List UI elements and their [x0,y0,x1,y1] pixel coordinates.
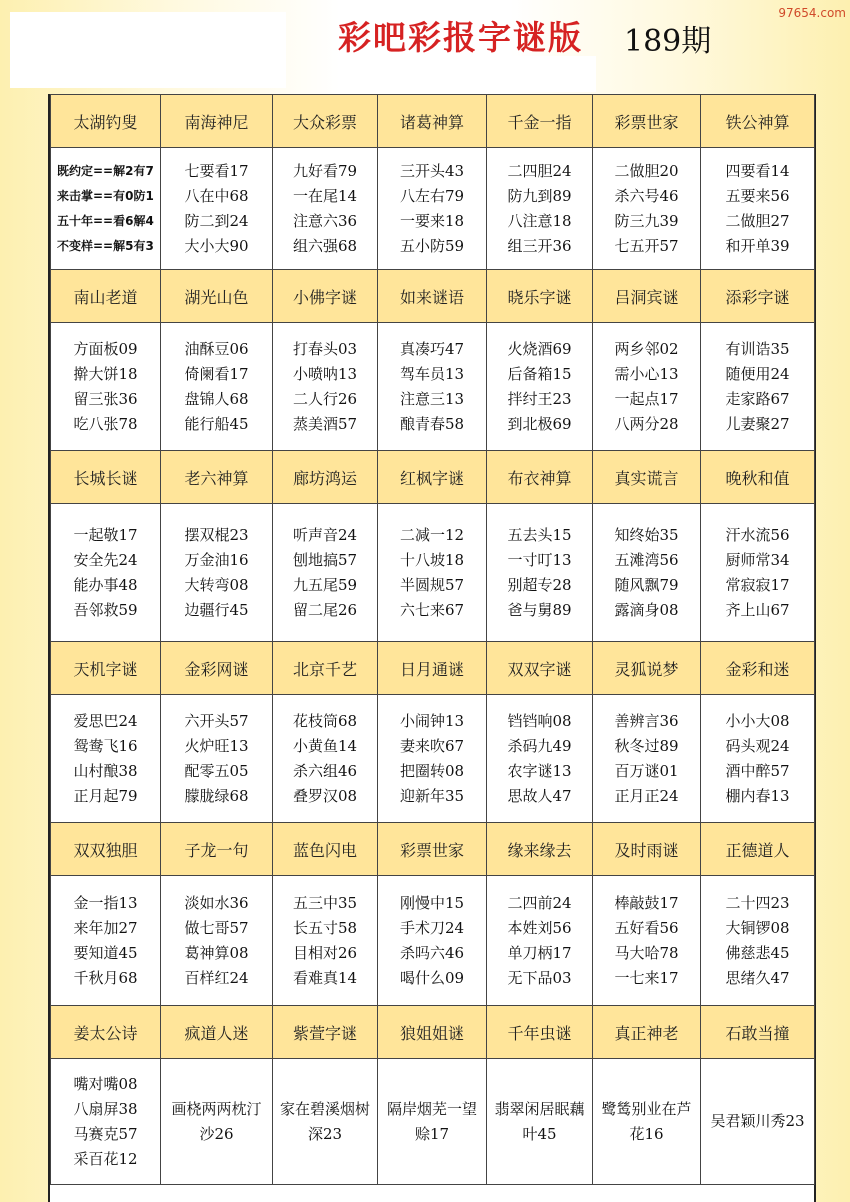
prediction-cell [161,876,273,1006]
prediction-line: 秋冬过89 [614,736,679,755]
prediction-line: 组三开36 [507,236,572,255]
prediction-line: 妻来吹67 [399,736,465,755]
section-header-row [51,270,815,323]
prediction-line: 淡如水36 [184,893,249,912]
prediction-cell [593,504,701,642]
prediction-line: 倚阑看17 [184,364,249,383]
prediction-line: 本姓刘56 [507,918,572,937]
prediction-line: 五小防59 [399,236,465,255]
prediction-line: 来年加27 [73,918,138,937]
prediction-line: 花枝筒68 [292,711,358,730]
prediction-line: 做七哥57 [184,918,249,937]
prediction-cell [487,323,593,451]
column-header: 金彩和迷 [701,642,815,695]
prediction-line: 能行船45 [184,414,249,433]
page-title: 彩吧彩报字谜版 [338,18,583,57]
prediction-line: 正月正24 [614,786,679,805]
column-header: 缘来缘去 [487,823,593,876]
prediction-line: 不变样==解5有3 [57,238,154,253]
prediction-line: 二减一12 [399,525,465,544]
prediction-cell [51,504,161,642]
prediction-line: 打春头03 [292,339,358,358]
prediction-line: 杀码九49 [507,736,572,755]
prediction-line: 酿青春58 [399,414,465,433]
prediction-cell [593,148,701,270]
prediction-cell [51,876,161,1006]
prediction-cell [161,323,273,451]
prediction-line: 八两分28 [614,414,679,433]
prediction-line: 无下品03 [507,968,572,987]
prediction-line: 一要来18 [399,211,465,230]
column-header: 晚秋和值 [701,451,815,504]
prediction-line: 儿妻聚27 [725,414,790,433]
prediction-line: 八左右79 [399,186,465,205]
prediction-cell [273,504,378,642]
prediction-line: 小喷呐13 [292,364,358,383]
section-body-row [51,695,815,823]
prediction-line: 厨师常34 [725,550,790,569]
prediction-line: 码头观24 [725,736,790,755]
prediction-line: 八扇屏38 [73,1099,138,1118]
prediction-line: 正月起79 [73,786,138,805]
prediction-cell [273,695,378,823]
column-header: 北京千艺 [273,642,378,695]
prediction-line: 二四前24 [507,893,572,912]
prediction-line: 和开单39 [725,236,790,255]
prediction-cell [273,1059,378,1185]
prediction-line: 边疆行45 [184,600,249,619]
prediction-line: 棒敲鼓17 [614,893,679,912]
prediction-line: 要知道45 [73,943,138,962]
prediction-line: 山村酿38 [73,761,138,780]
column-header: 铁公神算 [701,95,815,148]
prediction-line: 七要看17 [184,161,249,180]
riddle-table [50,94,815,1185]
column-header: 如来谜语 [378,270,487,323]
prediction-line: 翡翠闲居眠藕叶45 [494,1099,585,1143]
column-header: 真正神老 [593,1006,701,1059]
prediction-cell [487,695,593,823]
column-header: 金彩网谜 [161,642,273,695]
column-header: 彩票世家 [378,823,487,876]
prediction-line: 大转弯08 [184,575,249,594]
prediction-line: 棚内春13 [725,786,790,805]
prediction-line: 一七来17 [614,968,679,987]
prediction-line: 二做胆20 [614,161,679,180]
column-header: 紫萱字谜 [273,1006,378,1059]
column-header: 千金一指 [487,95,593,148]
prediction-cell [378,1059,487,1185]
section-body-row [51,504,815,642]
prediction-line: 善辨言36 [614,711,679,730]
prediction-line: 小小大08 [725,711,790,730]
prediction-cell [701,504,815,642]
column-header: 小佛字谜 [273,270,378,323]
prediction-line: 吾邻救59 [73,600,138,619]
prediction-line: 蒸美酒57 [292,414,358,433]
prediction-cell [378,504,487,642]
prediction-line: 九好看79 [292,161,358,180]
prediction-cell [273,148,378,270]
prediction-line: 五十年==看6解4 [57,213,154,228]
prediction-line: 长五寸58 [292,918,358,937]
prediction-cell [487,1059,593,1185]
prediction-line: 朦胧绿68 [184,786,249,805]
issue-number: 189期 [624,24,712,59]
prediction-line: 走家路67 [725,389,790,408]
prediction-line: 百样红24 [184,968,249,987]
section-header-row [51,451,815,504]
prediction-line: 金一指13 [73,893,138,912]
column-header: 吕洞宾谜 [593,270,701,323]
riddle-sheet [48,94,816,1202]
prediction-line: 单刀柄17 [507,943,572,962]
prediction-line: 注意三13 [399,389,465,408]
prediction-line: 五滩湾56 [614,550,679,569]
prediction-line: 知终始35 [614,525,679,544]
prediction-cell [593,876,701,1006]
prediction-line: 爸与舅89 [507,600,572,619]
column-header: 双双独胆 [51,823,161,876]
prediction-line: 二四胆24 [507,161,572,180]
section-header-row [51,642,815,695]
prediction-line: 小闹钟13 [399,711,465,730]
prediction-line: 火烧酒69 [507,339,572,358]
prediction-line: 叠罗汉08 [292,786,358,805]
prediction-line: 盘锦人68 [184,389,249,408]
section-header-row [51,95,815,148]
prediction-line: 汗水流56 [725,525,790,544]
prediction-cell [161,504,273,642]
column-header: 石敢当撞 [701,1006,815,1059]
prediction-line: 防三九39 [614,211,679,230]
blank-banner-left [10,12,286,88]
prediction-line: 酒中醉57 [725,761,790,780]
prediction-line: 擀大饼18 [73,364,138,383]
column-header: 南海神尼 [161,95,273,148]
column-header: 太湖钓叟 [51,95,161,148]
prediction-line: 千秋月68 [73,968,138,987]
prediction-line: 鸳鸯飞16 [73,736,138,755]
prediction-line: 把圈转08 [399,761,465,780]
prediction-cell [593,323,701,451]
prediction-line: 别超专28 [507,575,572,594]
column-header: 彩票世家 [593,95,701,148]
prediction-line: 九五尾59 [292,575,358,594]
prediction-cell [161,1059,273,1185]
column-header: 双双字谜 [487,642,593,695]
prediction-line: 二做胆27 [725,211,790,230]
prediction-cell [701,876,815,1006]
section-body-row [51,323,815,451]
prediction-line: 马大哈78 [614,943,679,962]
prediction-line: 迎新年35 [399,786,465,805]
blank-banner-center [352,56,596,92]
prediction-line: 杀吗六46 [399,943,465,962]
column-header: 正德道人 [701,823,815,876]
prediction-line: 有训诰35 [725,339,790,358]
prediction-line: 思故人47 [507,786,572,805]
prediction-line: 采百花12 [73,1149,138,1168]
prediction-cell [487,148,593,270]
prediction-line: 杀六组46 [292,761,358,780]
prediction-line: 手术刀24 [399,918,465,937]
section-body-row [51,148,815,270]
prediction-cell [487,876,593,1006]
prediction-line: 看难真14 [292,968,358,987]
prediction-line: 刨地搞57 [292,550,358,569]
prediction-cell [273,876,378,1006]
prediction-line: 马赛克57 [73,1124,138,1143]
column-header: 姜太公诗 [51,1006,161,1059]
column-header: 晓乐字谜 [487,270,593,323]
prediction-cell [378,695,487,823]
section-header-row [51,1006,815,1059]
prediction-line: 一寸叮13 [507,550,572,569]
column-header: 天机字谜 [51,642,161,695]
column-header: 日月通谜 [378,642,487,695]
column-header: 蓝色闪电 [273,823,378,876]
column-header: 灵狐说梦 [593,642,701,695]
prediction-line: 大小大90 [184,236,249,255]
prediction-cell [51,1059,161,1185]
prediction-line: 听声音24 [292,525,358,544]
prediction-line: 常寂寂17 [725,575,790,594]
prediction-line: 后备箱15 [507,364,572,383]
prediction-line: 六七来67 [399,600,465,619]
prediction-line: 油酥豆06 [184,339,249,358]
prediction-line: 能办事48 [73,575,138,594]
column-header: 真实谎言 [593,451,701,504]
section-body-row [51,1059,815,1185]
prediction-line: 配零五05 [184,761,249,780]
prediction-line: 火炉旺13 [184,736,249,755]
prediction-line: 七五开57 [614,236,679,255]
prediction-line: 到北极69 [507,414,572,433]
prediction-line: 驾车员13 [399,364,465,383]
prediction-cell [378,323,487,451]
prediction-line: 刚慢中15 [399,893,465,912]
prediction-line: 随便用24 [725,364,790,383]
prediction-line: 五要来56 [725,186,790,205]
section-header-row [51,823,815,876]
prediction-cell [593,695,701,823]
column-header: 千年虫谜 [487,1006,593,1059]
prediction-line: 葛神算08 [184,943,249,962]
prediction-line: 半圆规57 [399,575,465,594]
prediction-line: 防二到24 [184,211,249,230]
prediction-line: 注意六36 [292,211,358,230]
prediction-line: 十八坡18 [399,550,465,569]
prediction-line: 安全先24 [73,550,138,569]
prediction-cell [487,504,593,642]
prediction-line: 八在中68 [184,186,249,205]
prediction-line: 家在碧溪烟树深23 [279,1099,370,1143]
prediction-line: 吃八张78 [73,414,138,433]
prediction-line: 三开头43 [399,161,465,180]
prediction-cell [378,148,487,270]
prediction-line: 来击掌==有0防1 [57,188,154,203]
column-header: 长城长谜 [51,451,161,504]
prediction-line: 吴君颖川秀23 [710,1112,805,1130]
prediction-line: 思绪久47 [725,968,790,987]
prediction-line: 隔岸烟芜一望赊17 [386,1099,477,1143]
prediction-line: 目相对26 [292,943,358,962]
prediction-line: 佛慈悲45 [725,943,790,962]
prediction-line: 一起点17 [614,389,679,408]
prediction-cell [161,148,273,270]
prediction-line: 二十四23 [725,893,790,912]
prediction-line: 两乡邻02 [614,339,679,358]
prediction-line: 杀六号46 [614,186,679,205]
prediction-line: 五去头15 [507,525,572,544]
prediction-line: 随风飘79 [614,575,679,594]
prediction-cell [51,695,161,823]
prediction-line: 拌纣王23 [507,389,572,408]
prediction-cell [378,876,487,1006]
column-header: 廊坊鸿运 [273,451,378,504]
prediction-line: 六开头57 [184,711,249,730]
prediction-cell [161,695,273,823]
column-header: 添彩字谜 [701,270,815,323]
prediction-line: 大铜锣08 [725,918,790,937]
prediction-cell [51,323,161,451]
prediction-line: 摆双棍23 [184,525,249,544]
prediction-cell [701,323,815,451]
prediction-line: 喝什么09 [399,968,465,987]
prediction-cell [701,695,815,823]
prediction-line: 方面板09 [73,339,138,358]
prediction-line: 百万谜01 [614,761,679,780]
prediction-cell [273,323,378,451]
column-header: 疯道人迷 [161,1006,273,1059]
prediction-line: 农字谜13 [507,761,572,780]
prediction-line: 万金油16 [184,550,249,569]
prediction-line: 留三张36 [73,389,138,408]
prediction-line: 八注意18 [507,211,572,230]
column-header: 红枫字谜 [378,451,487,504]
prediction-line: 小黄鱼14 [292,736,358,755]
prediction-line: 防九到89 [507,186,572,205]
prediction-line: 既约定==解2有7 [57,163,154,178]
prediction-line: 二人行26 [292,389,358,408]
column-header: 子龙一句 [161,823,273,876]
prediction-line: 画桡两两枕汀沙26 [171,1099,262,1143]
prediction-line: 露滴身08 [614,600,679,619]
prediction-line: 真凑巧47 [399,339,465,358]
column-header: 诸葛神算 [378,95,487,148]
column-header: 湖光山色 [161,270,273,323]
prediction-cell [51,148,161,270]
prediction-line: 需小心13 [614,364,679,383]
column-header: 大众彩票 [273,95,378,148]
prediction-line: 组六强68 [292,236,358,255]
column-header: 老六神算 [161,451,273,504]
prediction-line: 爱思巴24 [73,711,138,730]
prediction-line: 四要看14 [725,161,790,180]
prediction-line: 齐上山67 [725,600,790,619]
section-body-row [51,876,815,1006]
site-watermark: 97654.com [778,6,846,20]
prediction-line: 嘴对嘴08 [73,1074,138,1093]
column-header: 布衣神算 [487,451,593,504]
prediction-line: 一在尾14 [292,186,358,205]
column-header: 南山老道 [51,270,161,323]
prediction-line: 留二尾26 [292,600,358,619]
prediction-cell [701,1059,815,1185]
prediction-cell [593,1059,701,1185]
prediction-cell [701,148,815,270]
column-header: 及时雨谜 [593,823,701,876]
prediction-line: 铛铛响08 [507,711,572,730]
prediction-line: 五三中35 [292,893,358,912]
prediction-line: 鹭鸶别业在芦花16 [601,1099,692,1143]
column-header: 狼姐姐谜 [378,1006,487,1059]
prediction-line: 一起敬17 [73,525,138,544]
prediction-line: 五好看56 [614,918,679,937]
